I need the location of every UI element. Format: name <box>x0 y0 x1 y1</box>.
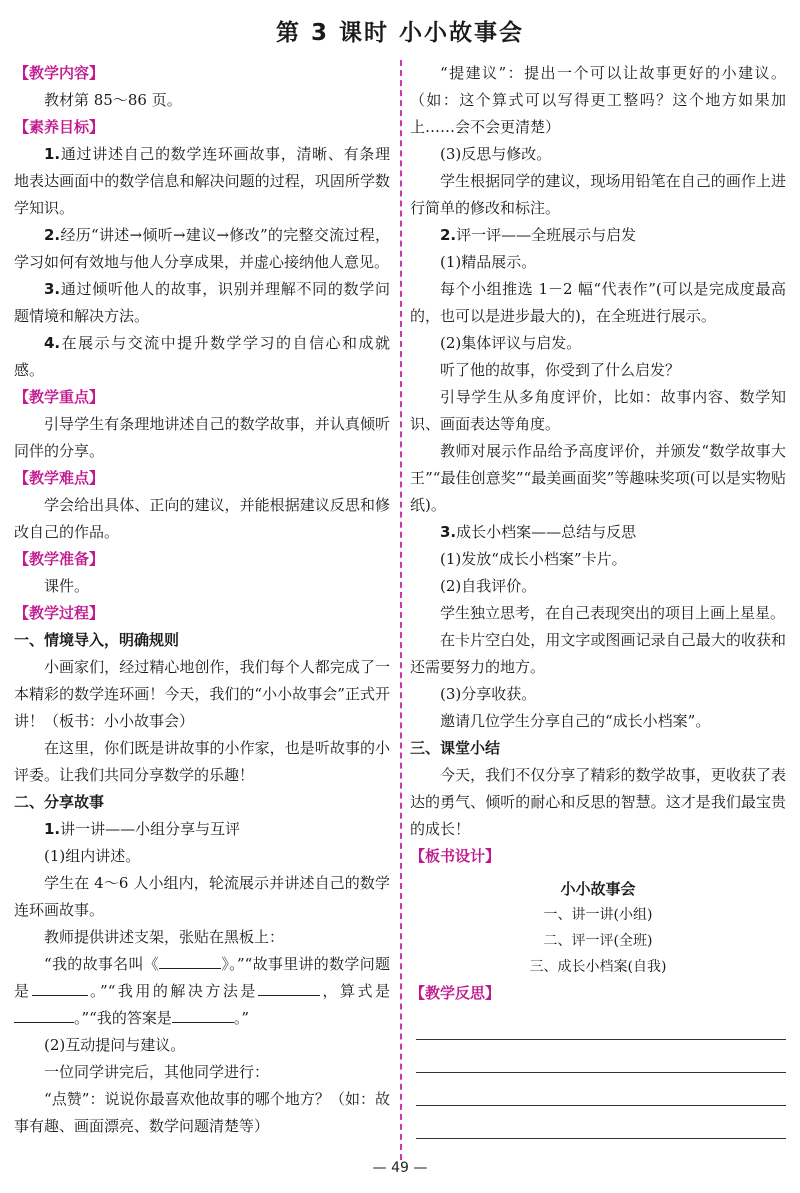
paragraph: 学生根据同学的建议，现场用铅笔在自己的画作上进行简单的修改和标注。 <box>410 172 786 217</box>
part3-heading: 三、课堂小结 <box>410 739 501 757</box>
goal-text: 经历“讲述→倾听→建议→修改”的完整交流过程，学习如何有效地与他人分享成果，并虚心接纳他人意见。 <box>14 226 390 271</box>
paragraph: “点赞”：说说你最喜欢他故事的哪个地方？（如：故事有趣、画面漂亮、数学问题清楚等） <box>14 1090 390 1135</box>
section-heading-content: 【教学内容】 <box>14 64 105 82</box>
paragraph: 教师对展示作品给予高度评价，并颁发“数学故事大王”“最佳创意奖”“最美画面奖”等趣味奖项(可以是实物贴纸)。 <box>410 442 786 514</box>
difficulty-text: 学会给出具体、正向的建议，并能根据建议反思和修改自己的作品。 <box>14 496 390 541</box>
paragraph: 教师提供讲述支架，张贴在黑板上： <box>44 928 285 946</box>
right-column <box>410 60 786 1139</box>
paragraph: 在卡片空白处，用文字或图画记录自己最大的收获和还需要努力的地方。 <box>410 631 786 676</box>
step-number: 3. <box>440 523 457 541</box>
paragraph: 引导学生从多角度评价，比如：故事内容、数学知识、画面表达等角度。 <box>410 388 786 433</box>
paragraph: 一位同学讲完后，其他同学进行： <box>44 1063 270 1081</box>
step-title <box>410 222 786 249</box>
page-title: 第 3 课时 小小故事会 <box>275 20 525 46</box>
content-text: 教材第 85～86 页。 <box>44 91 182 109</box>
reflection-line <box>416 1046 786 1073</box>
reflection-line <box>416 1013 786 1040</box>
goal-text: 通过倾听他人的故事，识别并理解不同的数学问题情境和解决方法。 <box>14 280 390 325</box>
section-heading-process: 【教学过程】 <box>14 604 105 622</box>
section-heading-prep: 【教学准备】 <box>14 550 105 568</box>
page-number: — 49 — <box>372 1160 428 1176</box>
key-text: 引导学生有条理地讲述自己的数学故事，并认真倾听同伴的分享。 <box>14 415 390 460</box>
paragraph: 邀请几位学生分享自己的“成长小档案”。 <box>440 712 711 730</box>
paragraph: 学生独立思考，在自己表现突出的项目上画上星星。 <box>440 604 786 622</box>
sub-step: (2)自我评价。 <box>440 577 537 595</box>
goal-item <box>14 276 390 330</box>
step-title <box>14 816 390 843</box>
goal-item <box>14 141 390 222</box>
left-column <box>14 60 390 1140</box>
board-line: 三、成长小档案(自我) <box>529 959 667 975</box>
goal-number: 1. <box>44 145 61 163</box>
paragraph: 学生在 4～6 人小组内，轮流展示并讲述自己的数学连环画故事。 <box>14 874 390 919</box>
section-heading-goals: 【素养目标】 <box>14 118 105 136</box>
sub-step: (3)反思与修改。 <box>440 145 552 163</box>
sub-step: (1)精品展示。 <box>440 253 537 271</box>
step-title-text: 评一评——全班展示与启发 <box>456 226 637 244</box>
sub-step: (1)发放“成长小档案”卡片。 <box>440 550 627 568</box>
blank-line <box>159 968 221 969</box>
paragraph: “提建议”：提出一个可以让故事更好的小建议。（如：这个算式可以写得更工整吗？这个地方如果加上……会不会更清楚） <box>410 64 786 136</box>
goal-number: 3. <box>44 280 61 298</box>
step-number: 1. <box>44 820 61 838</box>
board-design <box>410 876 786 980</box>
sub-step: (3)分享收获。 <box>440 685 537 703</box>
part1-heading: 一、情境导入，明确规则 <box>14 631 180 649</box>
goal-item <box>14 222 390 276</box>
section-heading-board: 【板书设计】 <box>410 847 501 865</box>
board-line: 一、讲一讲(小组) <box>543 907 653 923</box>
speaking-frame: “我的故事名叫《 》。”“故事里讲的数学问题是 。”“我用的解决方法是 ，算式是。”“我的答案是 。” <box>14 955 391 1027</box>
paragraph: 每个小组推选 1－2 幅“代表作”(可以是完成度最高的，也可以是进步最大的)，在全班进行展示。 <box>410 280 786 325</box>
section-heading-difficulty: 【教学难点】 <box>14 469 105 487</box>
step-title-text: 成长小档案——总结与反思 <box>456 523 637 541</box>
step-title-text: 讲一讲——小组分享与互评 <box>60 820 241 838</box>
reflection-line <box>416 1079 786 1106</box>
blank-line <box>258 995 320 996</box>
part1-paragraph: 小画家们，经过精心地创作，我们每个人都完成了一本精彩的数学连环画！今天，我们的“小小故事会”正式开讲！（板书：小小故事会） <box>14 658 390 730</box>
sub-step: (1)组内讲述。 <box>44 847 141 865</box>
section-heading-key: 【教学重点】 <box>14 388 105 406</box>
goal-number: 2. <box>44 226 61 244</box>
step-title <box>410 519 786 546</box>
goal-text: 通过讲述自己的数学连环画故事，清晰、有条理地表达画面中的数学信息和解决问题的过程，巩固所学数学知识。 <box>14 145 390 217</box>
column-divider <box>400 60 402 1160</box>
paragraph: 听了他的故事，你受到了什么启发？ <box>440 361 681 379</box>
board-line: 二、评一评(全班) <box>543 933 653 949</box>
summary-text: 今天，我们不仅分享了精彩的数学故事，更收获了表达的勇气、倾听的耐心和反思的智慧。这才是我们最宝贵的成长！ <box>410 766 786 838</box>
prep-text: 课件。 <box>44 577 90 595</box>
goal-text: 在展示与交流中提升数学学习的自信心和成就感。 <box>14 334 390 379</box>
part2-heading: 二、分享故事 <box>14 793 105 811</box>
goal-item <box>14 330 390 384</box>
part1-paragraph: 在这里，你们既是讲故事的小作家，也是听故事的小评委。让我们共同分享数学的乐趣！ <box>14 739 390 784</box>
blank-line <box>32 995 88 996</box>
blank-line <box>172 1022 234 1023</box>
step-number: 2. <box>440 226 457 244</box>
sub-step: (2)互动提问与建议。 <box>44 1036 186 1054</box>
goal-number: 4. <box>44 334 61 352</box>
sub-step: (2)集体评议与启发。 <box>440 334 582 352</box>
blank-line <box>14 1022 74 1023</box>
reflection-line <box>416 1112 786 1139</box>
section-heading-reflection: 【教学反思】 <box>410 984 501 1002</box>
board-title: 小小故事会 <box>560 880 636 898</box>
